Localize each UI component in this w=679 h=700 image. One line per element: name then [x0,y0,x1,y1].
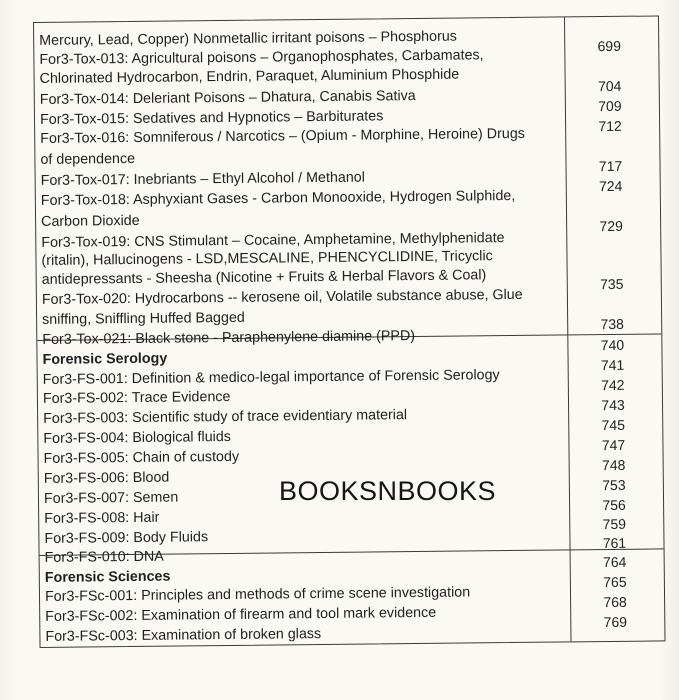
toc-line: For3-Tox-019: CNS Stimulant – Cocaine, Amphetamine, Methylphenidate [41,230,505,251]
page-number: 753 [602,476,626,494]
page-number: 761 [602,534,627,552]
toc-line: Chlorinated Hydrocarbon, Endrin, Paraquet, Aluminium Phosphide [39,66,460,87]
toc-line: For3-FS-007: Semen [43,489,179,507]
toc-line: For3-FS-004: Biological fluids [43,428,231,447]
page-number: 768 [603,593,627,611]
toc-line: For3-FSc-003: Examination of broken glass [45,626,322,645]
toc-line: For3-FSc-001: Principles and methods of crime scene investigation [44,584,471,605]
toc-line: For3-Tox-016: Somniferous / Narcotics – (Opium - Morphine, Heroine) Drugs [40,125,525,147]
toc-line: For3-Tox-018: Asphyxiant Gases - Carbon Monooxide, Hydrogen Sulphide, [40,187,516,209]
toc-line: For3-FSc-002: Examination of firearm and tool mark evidence [45,604,437,625]
page-number: 769 [603,613,628,631]
page-number: 756 [602,496,626,514]
page-number: 745 [601,416,626,434]
toc-line: (ritalin), Hallucinogens - LSD,MESCALINE, PHENCYCLIDINE, Tricyclic [41,248,493,269]
toc-line: For3-FS-010: DNA [44,548,164,566]
toc-line: Mercury, Lead, Copper) Nonmetallic irritant poisons – Phosphorus [39,28,457,49]
page-number: 742 [601,376,625,394]
toc-line: For3-FS-008: Hair [44,509,160,527]
toc-line: For3-FS-003: Scientific study of trace evidentiary material [43,407,408,427]
toc-line: For3-FS-001: Definition & medico-legal importance of Forensic Serology [42,367,500,388]
page-number: 712 [598,117,622,135]
page-number: 735 [600,275,624,293]
section-heading-forensic-sciences: Forensic Sciences [44,568,171,586]
page-number: 717 [598,157,623,175]
toc-line: For3-Tox-015: Sedatives and Hypnotics – Barbiturates [39,108,384,128]
toc-line: For3-Tox-014: Deleriant Poisons – Dhatura, Canabis Sativa [39,87,416,108]
page-number: 704 [597,77,622,95]
page-number: 764 [602,553,627,571]
page-number: 724 [598,177,623,195]
section-heading-forensic-serology: Forensic Serology [42,350,168,368]
page-number: 765 [603,573,627,591]
page-number: 747 [601,436,626,454]
toc-line: For3-Tox-021: Black stone - Paraphenylene diamine (PPD) [42,328,416,348]
toc-line: For3-Tox-020: Hydrocarbons -- kerosene oil, Volatile substance abuse, Glue [41,286,523,308]
toc-line: For3-Tox-017: Inebriants – Ethyl Alcohol / Methanol [40,169,365,189]
watermark-text: BOOKSNBOOKS [279,476,497,506]
page-number: 743 [601,396,625,414]
page-number: 729 [599,217,623,235]
toc-line: For3-FS-006: Blood [43,469,170,487]
page-number: 748 [601,456,626,474]
toc-line: For3-FS-005: Chain of custody [43,448,240,467]
page-number: 738 [600,315,624,333]
toc-line: For3-Tox-013: Agricultural poisons – Organophosphates, Carbamates, [39,47,484,68]
toc-line: sniffing, Sniffling Huffed Bagged [42,309,245,328]
toc-line: For3-FS-009: Body Fluids [44,529,209,547]
page-number: 740 [600,336,625,354]
toc-line: Carbon Dioxide [41,212,140,230]
table-of-contents [33,15,666,648]
page-number: 699 [597,37,622,55]
page-number: 741 [600,356,625,374]
toc-line: antidepressants - Sheesha (Nicotine + Fruits & Herbal Flavors & Coal) [41,267,487,288]
toc-line: of dependence [40,150,136,168]
page-number: 709 [598,97,622,115]
toc-line: For3-FS-002: Trace Evidence [42,388,231,407]
page-number: 759 [602,515,627,533]
